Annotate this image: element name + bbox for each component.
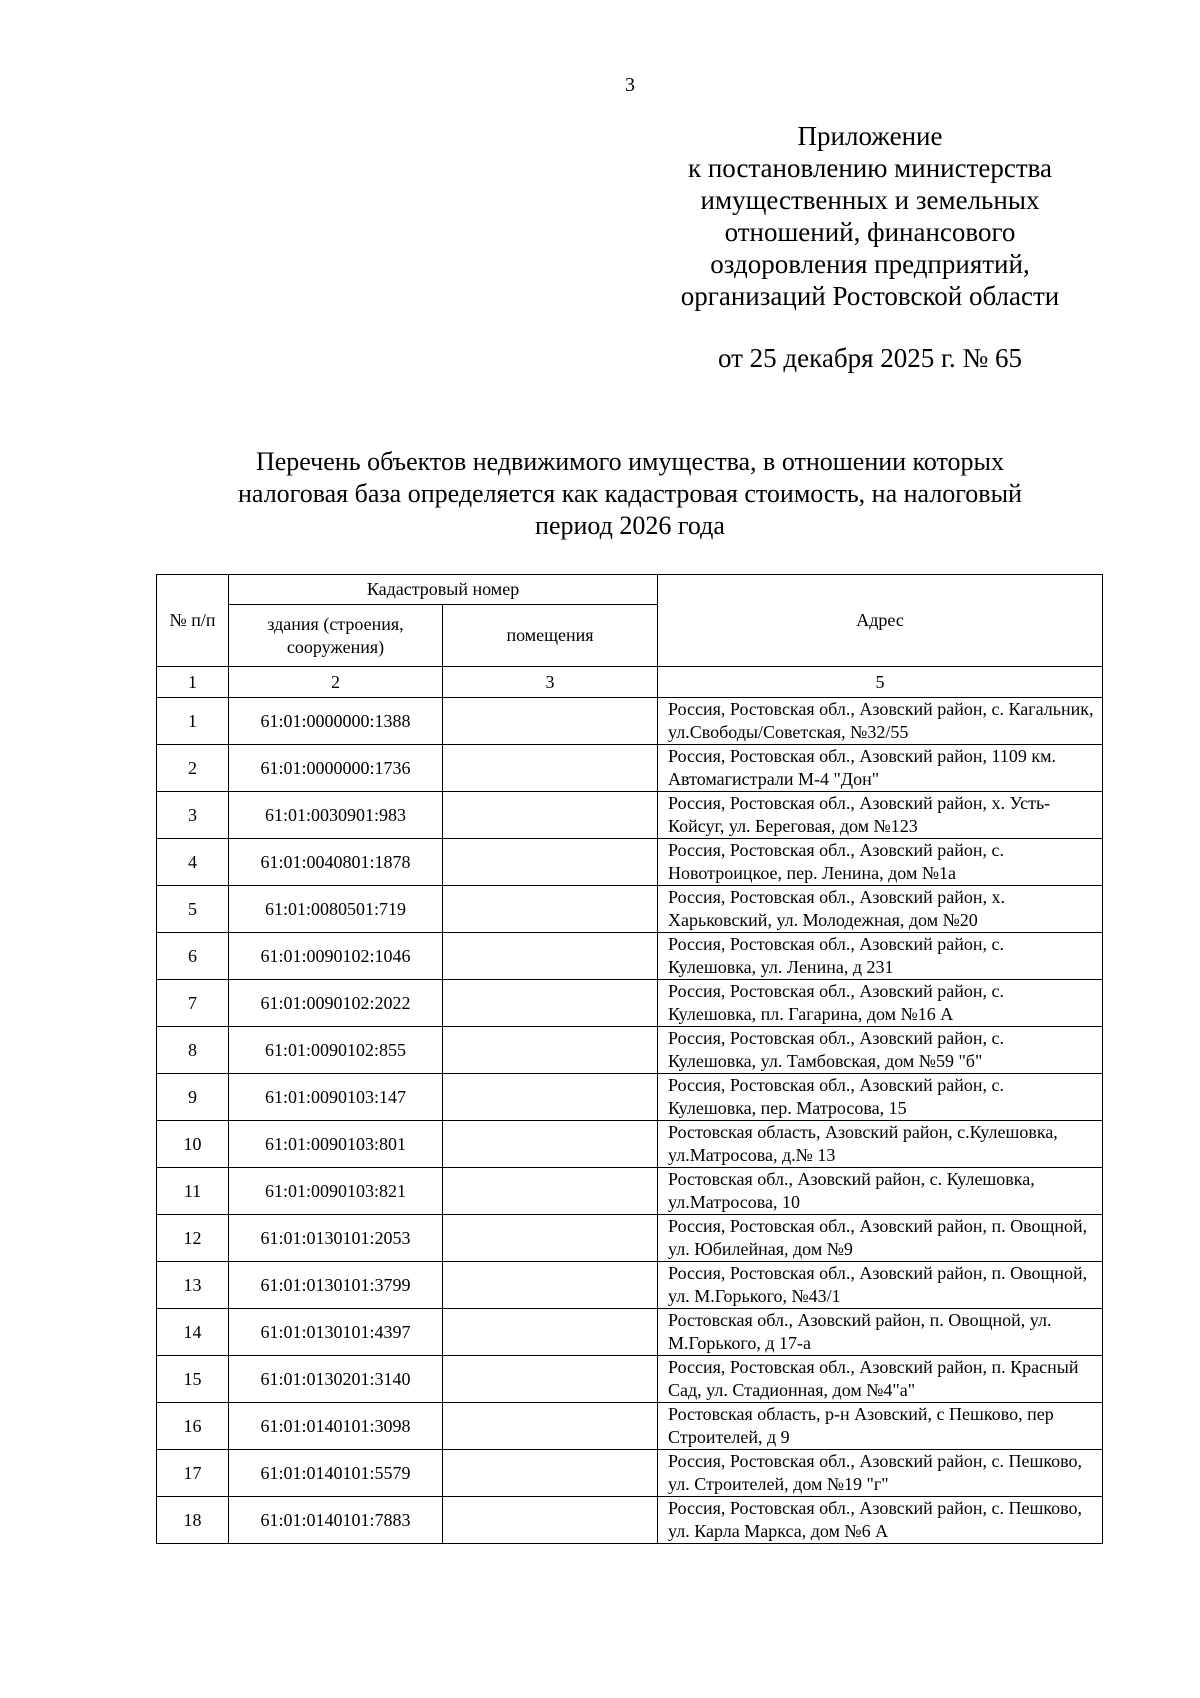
header-premises: помещения [443, 605, 658, 667]
premises-cadastral-number [443, 1027, 658, 1074]
document-title [150, 446, 1110, 542]
address-cell: Россия, Ростовская обл., Азовский район, с. Кулешовка, пер. Матросова, 15 [658, 1074, 1103, 1121]
address-cell: Россия, Ростовская обл., Азовский район, с. Новотроицкое, пер. Ленина, дом №1а [658, 839, 1103, 886]
premises-cadastral-number [443, 839, 658, 886]
appendix-line: Приложение [797, 121, 943, 151]
building-cadastral-number: 61:01:0140101:5579 [229, 1450, 443, 1497]
row-number: 9 [157, 1074, 229, 1121]
appendix-block [640, 120, 1100, 374]
building-cadastral-number: 61:01:0090102:1046 [229, 933, 443, 980]
column-index: 3 [443, 667, 658, 698]
title-line: налоговая база определяется как кадастровая стоимость, на налоговый [238, 479, 1022, 508]
premises-cadastral-number [443, 1168, 658, 1215]
row-number: 2 [157, 745, 229, 792]
title-line: период 2026 года [535, 511, 725, 540]
appendix-line: к постановлению министерства [687, 153, 1053, 183]
premises-cadastral-number [443, 980, 658, 1027]
building-cadastral-number: 61:01:0030901:983 [229, 792, 443, 839]
address-cell: Россия, Ростовская обл., Азовский район, п. Овощной, ул. М.Горького, №43/1 [658, 1262, 1103, 1309]
table-row [157, 698, 1103, 745]
table-row [157, 1450, 1103, 1497]
row-number: 13 [157, 1262, 229, 1309]
address-cell: Ростовская область, Азовский район, с.Кулешовка, ул.Матросова, д.№ 13 [658, 1121, 1103, 1168]
premises-cadastral-number [443, 1450, 658, 1497]
premises-cadastral-number [443, 1403, 658, 1450]
header-number: № п/п [157, 575, 229, 667]
row-number: 15 [157, 1356, 229, 1403]
address-cell: Россия, Ростовская обл., Азовский район, с. Кулешовка, пл. Гагарина, дом №16 А [658, 980, 1103, 1027]
table-row [157, 1027, 1103, 1074]
address-cell: Россия, Ростовская обл., Азовский район, х. Усть-Койсуг, ул. Береговая, дом №123 [658, 792, 1103, 839]
building-cadastral-number: 61:01:0090103:821 [229, 1168, 443, 1215]
table-row [157, 1356, 1103, 1403]
premises-cadastral-number [443, 1309, 658, 1356]
table-body [157, 698, 1103, 1544]
table-row [157, 1121, 1103, 1168]
building-cadastral-number: 61:01:0000000:1736 [229, 745, 443, 792]
building-cadastral-number: 61:01:0130101:2053 [229, 1215, 443, 1262]
address-cell: Россия, Ростовская обл., Азовский район, 1109 км. Автомагистрали М-4 "Дон" [658, 745, 1103, 792]
premises-cadastral-number [443, 886, 658, 933]
table-row [157, 1497, 1103, 1544]
premises-cadastral-number [443, 792, 658, 839]
table-row [157, 1262, 1103, 1309]
premises-cadastral-number [443, 1074, 658, 1121]
header-building: здания (строения, сооружения) [229, 605, 443, 667]
column-index: 2 [229, 667, 443, 698]
address-cell: Россия, Ростовская обл., Азовский район, с. Пешково, ул. Строителей, дом №19 "г" [658, 1450, 1103, 1497]
address-cell: Россия, Ростовская обл., Азовский район, п. Красный Сад, ул. Стадионная, дом №4"а" [658, 1356, 1103, 1403]
header-cadastral-number: Кадастровый номер [229, 575, 658, 605]
address-cell: Россия, Ростовская обл., Азовский район, п. Овощной, ул. Юбилейная, дом №9 [658, 1215, 1103, 1262]
address-cell: Россия, Ростовская обл., Азовский район, х. Харьковский, ул. Молодежная, дом №20 [658, 886, 1103, 933]
table-row [157, 886, 1103, 933]
building-cadastral-number: 61:01:0090103:801 [229, 1121, 443, 1168]
appendix-date-line: от 25 декабря 2025 г. № 65 [717, 343, 1023, 373]
row-number: 11 [157, 1168, 229, 1215]
address-cell: Россия, Ростовская обл., Азовский район, с. Кулешовка, ул. Тамбовская, дом №59 "б" [658, 1027, 1103, 1074]
building-cadastral-number: 61:01:0140101:7883 [229, 1497, 443, 1544]
premises-cadastral-number [443, 1121, 658, 1168]
property-table [156, 574, 1103, 1544]
row-number: 16 [157, 1403, 229, 1450]
column-index: 5 [658, 667, 1103, 698]
table-row [157, 1403, 1103, 1450]
page-number: 3 [625, 74, 635, 96]
row-number: 18 [157, 1497, 229, 1544]
header-address: Адрес [658, 575, 1103, 667]
address-cell: Ростовская обл., Азовский район, п. Овощной, ул. М.Горького, д 17-а [658, 1309, 1103, 1356]
building-cadastral-number: 61:01:0000000:1388 [229, 698, 443, 745]
column-index: 1 [157, 667, 229, 698]
table-row [157, 1168, 1103, 1215]
building-cadastral-number: 61:01:0140101:3098 [229, 1403, 443, 1450]
building-cadastral-number: 61:01:0130201:3140 [229, 1356, 443, 1403]
row-number: 14 [157, 1309, 229, 1356]
building-cadastral-number: 61:01:0130101:4397 [229, 1309, 443, 1356]
address-cell: Ростовская обл., Азовский район, с. Кулешовка, ул.Матросова, 10 [658, 1168, 1103, 1215]
row-number: 4 [157, 839, 229, 886]
address-cell: Россия, Ростовская обл., Азовский район, с. Кагальник, ул.Свободы/Советская, №32/55 [658, 698, 1103, 745]
table-row [157, 1215, 1103, 1262]
building-cadastral-number: 61:01:0130101:3799 [229, 1262, 443, 1309]
address-cell: Россия, Ростовская обл., Азовский район, с. Кулешовка, ул. Ленина, д 231 [658, 933, 1103, 980]
row-number: 6 [157, 933, 229, 980]
building-cadastral-number: 61:01:0080501:719 [229, 886, 443, 933]
table-row [157, 839, 1103, 886]
premises-cadastral-number [443, 698, 658, 745]
row-number: 5 [157, 886, 229, 933]
premises-cadastral-number [443, 745, 658, 792]
building-cadastral-number: 61:01:0090102:2022 [229, 980, 443, 1027]
appendix-line: имущественных и земельных [700, 185, 1040, 215]
building-cadastral-number: 61:01:0040801:1878 [229, 839, 443, 886]
row-number: 17 [157, 1450, 229, 1497]
row-number: 8 [157, 1027, 229, 1074]
premises-cadastral-number [443, 1215, 658, 1262]
address-cell: Россия, Ростовская обл., Азовский район, с. Пешково, ул. Карла Маркса, дом №6 А [658, 1497, 1103, 1544]
row-number: 1 [157, 698, 229, 745]
premises-cadastral-number [443, 933, 658, 980]
premises-cadastral-number [443, 1497, 658, 1544]
table-row [157, 745, 1103, 792]
building-cadastral-number: 61:01:0090102:855 [229, 1027, 443, 1074]
row-number: 7 [157, 980, 229, 1027]
title-line: Перечень объектов недвижимого имущества, в отношении которых [255, 447, 1005, 476]
table-row [157, 933, 1103, 980]
appendix-line: отношений, финансового [724, 217, 1016, 247]
row-number: 12 [157, 1215, 229, 1262]
building-cadastral-number: 61:01:0090103:147 [229, 1074, 443, 1121]
premises-cadastral-number [443, 1356, 658, 1403]
row-number: 10 [157, 1121, 229, 1168]
table-row [157, 980, 1103, 1027]
premises-cadastral-number [443, 1262, 658, 1309]
appendix-line: организаций Ростовской области [680, 281, 1060, 311]
address-cell: Ростовская область, р-н Азовский, с Пешково, пер Строителей, д 9 [658, 1403, 1103, 1450]
row-number: 3 [157, 792, 229, 839]
table-row [157, 1074, 1103, 1121]
table-row [157, 1309, 1103, 1356]
appendix-line: оздоровления предприятий, [710, 249, 1030, 279]
table-row [157, 792, 1103, 839]
